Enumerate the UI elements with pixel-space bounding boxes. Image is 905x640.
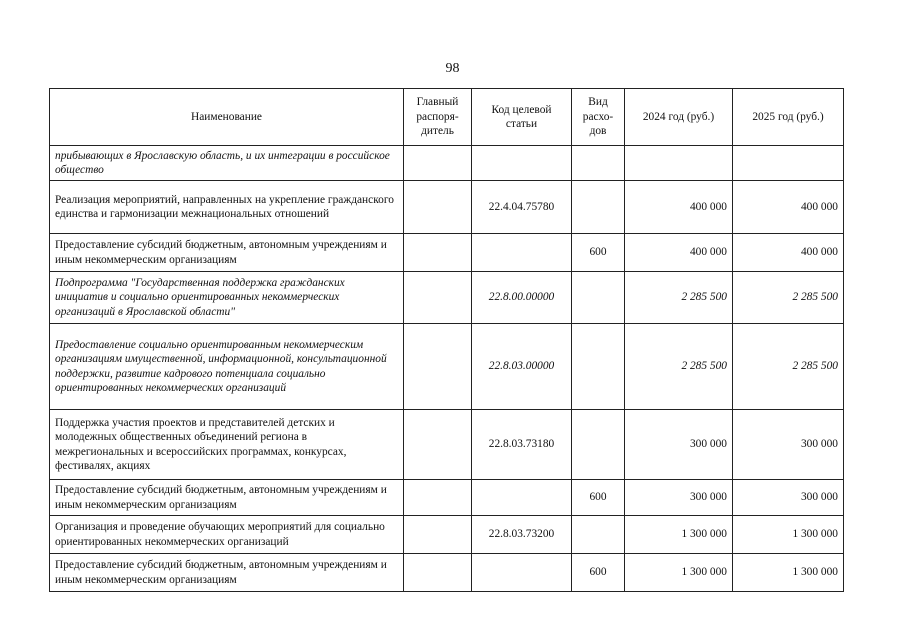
table-row <box>50 480 844 516</box>
row-name: прибывающих в Ярославскую область, и их интеграции в российское общество <box>50 146 404 181</box>
row-glavny <box>404 480 472 516</box>
row-kod: 22.8.03.00000 <box>472 324 572 410</box>
row-2025 <box>733 146 844 181</box>
header-glavny: Главный распоря-дитель <box>404 89 472 146</box>
row-name: Предоставление субсидий бюджетным, автономным учреждениям и иным некоммерческим организациям <box>50 480 404 516</box>
row-vid <box>572 410 625 480</box>
row-name: Предоставление социально ориентированным некоммерческим организациям имущественной, информационной, консультационной поддержки, развитие кадрового потенциала социально ориентированных некоммерческих организаций <box>50 324 404 410</box>
row-name: Организация и проведение обучающих мероприятий для социально ориентированных некоммерческих организаций <box>50 516 404 554</box>
row-kod <box>472 480 572 516</box>
row-vid <box>572 516 625 554</box>
header-2024: 2024 год (руб.) <box>625 89 733 146</box>
row-name: Поддержка участия проектов и представителей детских и молодежных общественных объединений региона в межрегиональных и всероссийских программах, конкурсах, фестивалях, акциях <box>50 410 404 480</box>
row-vid <box>572 324 625 410</box>
row-vid <box>572 181 625 234</box>
row-glavny <box>404 554 472 592</box>
row-glavny <box>404 146 472 181</box>
row-kod: 22.4.04.75780 <box>472 181 572 234</box>
row-2025: 1 300 000 <box>733 516 844 554</box>
row-kod <box>472 234 572 272</box>
table-row <box>50 554 844 592</box>
row-2024: 2 285 500 <box>625 272 733 324</box>
row-2025: 2 285 500 <box>733 324 844 410</box>
row-2024: 300 000 <box>625 410 733 480</box>
row-vid: 600 <box>572 480 625 516</box>
table-row <box>50 234 844 272</box>
row-kod <box>472 146 572 181</box>
row-name: Предоставление субсидий бюджетным, автономным учреждениям и иным некоммерческим организациям <box>50 234 404 272</box>
row-2024: 400 000 <box>625 181 733 234</box>
row-2025: 300 000 <box>733 480 844 516</box>
table-row <box>50 272 844 324</box>
row-vid <box>572 272 625 324</box>
row-kod: 22.8.03.73180 <box>472 410 572 480</box>
row-2024: 300 000 <box>625 480 733 516</box>
page-number: 98 <box>445 61 460 76</box>
row-kod <box>472 554 572 592</box>
table-row <box>50 410 844 480</box>
table-row <box>50 181 844 234</box>
row-glavny <box>404 324 472 410</box>
row-2025: 1 300 000 <box>733 554 844 592</box>
table-row <box>50 146 844 181</box>
row-glavny <box>404 234 472 272</box>
row-name: Подпрограмма "Государственная поддержка гражданских инициатив и социально ориентированных некоммерческих организаций в Ярославской области" <box>50 272 404 324</box>
row-2025: 300 000 <box>733 410 844 480</box>
row-vid <box>572 146 625 181</box>
row-vid: 600 <box>572 234 625 272</box>
row-2024: 2 285 500 <box>625 324 733 410</box>
row-2025: 400 000 <box>733 181 844 234</box>
header-vid: Вид расхо-дов <box>572 89 625 146</box>
row-2025: 2 285 500 <box>733 272 844 324</box>
row-kod: 22.8.03.73200 <box>472 516 572 554</box>
row-2024: 400 000 <box>625 234 733 272</box>
row-name: Предоставление субсидий бюджетным, автономным учреждениям и иным некоммерческим организациям <box>50 554 404 592</box>
row-kod: 22.8.00.00000 <box>472 272 572 324</box>
row-glavny <box>404 410 472 480</box>
row-glavny <box>404 181 472 234</box>
header-kod: Код целевой статьи <box>472 89 572 146</box>
header-name: Наименование <box>50 89 404 146</box>
row-2025: 400 000 <box>733 234 844 272</box>
budget-table <box>49 88 844 592</box>
header-2025: 2025 год (руб.) <box>733 89 844 146</box>
row-vid: 600 <box>572 554 625 592</box>
table-row <box>50 324 844 410</box>
row-glavny <box>404 272 472 324</box>
row-2024: 1 300 000 <box>625 516 733 554</box>
table-row <box>50 516 844 554</box>
row-2024 <box>625 146 733 181</box>
header-row <box>50 89 844 146</box>
row-2024: 1 300 000 <box>625 554 733 592</box>
row-glavny <box>404 516 472 554</box>
row-name: Реализация мероприятий, направленных на укрепление гражданского единства и гармонизации межнациональных отношений <box>50 181 404 234</box>
